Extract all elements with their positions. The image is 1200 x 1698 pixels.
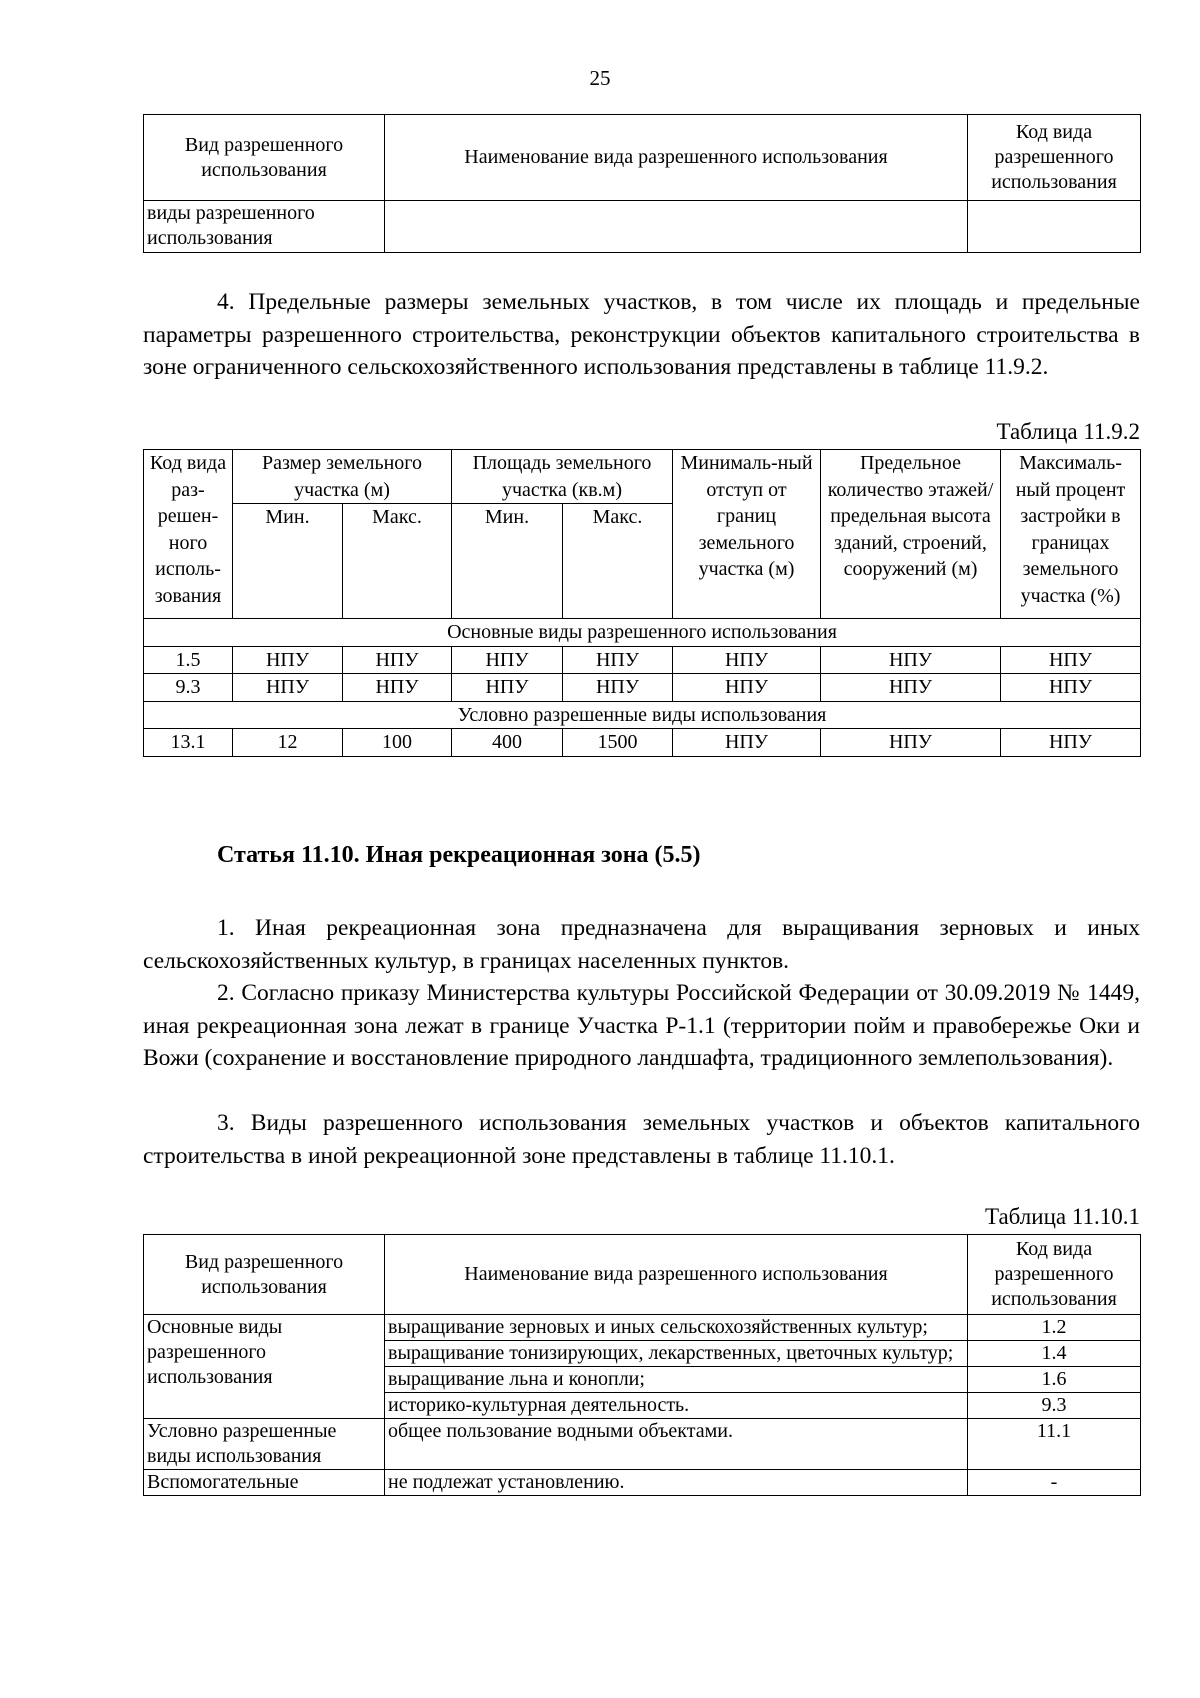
table-cell: - xyxy=(968,1470,1141,1496)
table-cell: НПУ xyxy=(233,646,343,674)
table-row xyxy=(144,1315,1141,1341)
header-code: Код вида раз-решен-ного исполь-зования xyxy=(144,450,233,619)
paragraph-4: 4. Предельные размеры земельных участков, в том числе их площадь и предельные параметры разрешенного строительства, реконструкции объектов капитального строительства в зоне ограниченного сельскохозяйственного использования представлены в таблице 11.9.2. xyxy=(143,289,1140,380)
table-cell: 9.3 xyxy=(144,674,233,702)
table-cell: 100 xyxy=(343,729,452,757)
table-top xyxy=(143,114,1141,253)
table-cell: выращивание тонизирующих, лекарственных, цветочных культур; xyxy=(385,1341,968,1367)
table-cell: НПУ xyxy=(452,674,563,702)
table-cell: 1500 xyxy=(563,729,673,757)
page-number: 25 xyxy=(589,66,611,90)
table-cell: выращивание льна и конопли; xyxy=(385,1367,968,1393)
table-header-row xyxy=(144,115,1141,201)
table-caption: Таблица 11.10.1 xyxy=(984,1204,1140,1229)
header-cell: Наименование вида разрешенного использования xyxy=(385,1235,968,1315)
table-cell: 13.1 xyxy=(144,729,233,757)
table-cell: НПУ xyxy=(821,729,1001,757)
table-cell: выращивание зерновых и иных сельскохозяйственных культур; xyxy=(385,1315,968,1341)
table-cell: НПУ xyxy=(343,646,452,674)
table-cell: НПУ xyxy=(673,674,821,702)
header-cell: Код вида разрешенного использования xyxy=(968,115,1141,201)
paragraph-2: 2. Согласно приказу Министерства культуры Российской Федерации от 30.09.2019 № 1449, иная рекреационная зона лежат в границе Участка Р-1.1 (территории пойм и правобережье Оки и Вожи (сохранение и восстановление природного ландшафта, традиционного землепользования). xyxy=(143,980,1140,1071)
table-11-9-2 xyxy=(143,449,1141,757)
table-cell: виды разрешенного использования xyxy=(144,201,385,253)
table-cell: НПУ xyxy=(1001,646,1141,674)
table-header-row xyxy=(144,1235,1141,1315)
header-cell: Вид разрешенного использования xyxy=(144,1235,385,1315)
table-cell: НПУ xyxy=(452,646,563,674)
group-main: Основные виды разрешенного использования xyxy=(144,1315,385,1419)
table-cell: 1.2 xyxy=(968,1315,1141,1341)
table-row xyxy=(144,729,1141,757)
table-cell: 11.1 xyxy=(968,1419,1141,1470)
header-min: Мин. xyxy=(233,504,343,619)
paragraph-3: 3. Виды разрешенного использования земельных участков и объектов капитального строительства в иной рекреационной зоне представлены в таблице 11.10.1. xyxy=(143,1110,1140,1169)
table-cell: 12 xyxy=(233,729,343,757)
header-max: Макс. xyxy=(343,504,452,619)
table-row xyxy=(144,201,1141,253)
header-cell: Вид разрешенного использования xyxy=(144,115,385,201)
section-conditional: Условно разрешенные виды использования xyxy=(144,701,1141,729)
table-cell: 1.6 xyxy=(968,1367,1141,1393)
header-size: Размер земельного участка (м) xyxy=(233,450,452,504)
table-row xyxy=(144,1419,1141,1470)
header-min: Мин. xyxy=(452,504,563,619)
table-cell: НПУ xyxy=(821,674,1001,702)
table-cell: НПУ xyxy=(673,729,821,757)
header-cell: Код вида разрешенного использования xyxy=(968,1235,1141,1315)
table-cell xyxy=(385,201,968,253)
section-row xyxy=(144,701,1141,729)
table-cell: 400 xyxy=(452,729,563,757)
header-max: Макс. xyxy=(563,504,673,619)
table-cell: 1.5 xyxy=(144,646,233,674)
header-cell: Наименование вида разрешенного использования xyxy=(385,115,968,201)
table-cell: НПУ xyxy=(563,646,673,674)
article-heading: Статья 11.10. Иная рекреационная зона (5.5) xyxy=(217,842,701,868)
table-cell: не подлежат установлению. xyxy=(385,1470,968,1496)
table-cell: 9.3 xyxy=(968,1393,1141,1419)
table-header-row xyxy=(144,450,1141,504)
header-max-percent: Максималь-ный процент застройки в границах земельного участка (%) xyxy=(1001,450,1141,619)
table-cell: НПУ xyxy=(563,674,673,702)
table-cell: НПУ xyxy=(1001,674,1141,702)
table-cell xyxy=(968,201,1141,253)
table-cell: общее пользование водными объектами. xyxy=(385,1419,968,1470)
table-cell: 1.4 xyxy=(968,1341,1141,1367)
table-caption: Таблица 11.9.2 xyxy=(996,419,1140,444)
table-row xyxy=(144,674,1141,702)
paragraph-1: 1. Иная рекреационная зона предназначена для выращивания зерновых и иных сельскохозяйственных культур, в границах населенных пунктов. xyxy=(143,915,1140,974)
table-cell: НПУ xyxy=(821,646,1001,674)
group-auxiliary: Вспомогательные xyxy=(144,1470,385,1496)
header-area: Площадь земельного участка (кв.м) xyxy=(452,450,673,504)
table-cell: историко-культурная деятельность. xyxy=(385,1393,968,1419)
table-cell: НПУ xyxy=(1001,729,1141,757)
section-row xyxy=(144,619,1141,647)
table-11-10-1 xyxy=(143,1234,1141,1496)
table-cell: НПУ xyxy=(343,674,452,702)
header-min-indent: Минималь-ный отступ от границ земельного участка (м) xyxy=(673,450,821,619)
table-row xyxy=(144,1470,1141,1496)
table-cell: НПУ xyxy=(233,674,343,702)
header-floors: Предельное количество этажей/ предельная высота зданий, строений, сооружений (м) xyxy=(821,450,1001,619)
section-main: Основные виды разрешенного использования xyxy=(144,619,1141,647)
group-conditional: Условно разрешенные виды использования xyxy=(144,1419,385,1470)
table-cell: НПУ xyxy=(673,646,821,674)
table-row xyxy=(144,646,1141,674)
